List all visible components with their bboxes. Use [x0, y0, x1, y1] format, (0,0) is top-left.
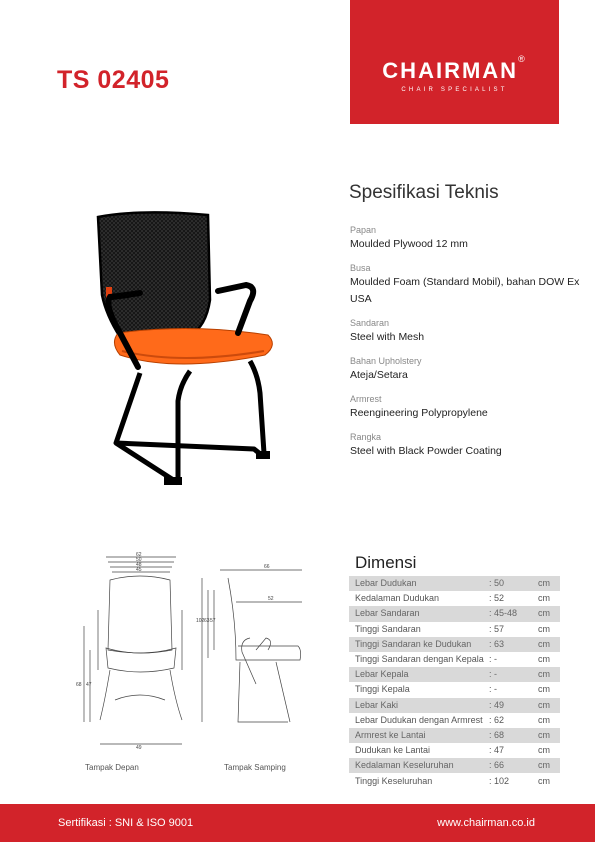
spec-label: Rangka	[350, 432, 382, 442]
chair-product-image	[80, 205, 295, 495]
spec-value: Steel with Black Powder Coating	[350, 445, 502, 457]
certification-text: Sertifikasi : SNI & ISO 9001	[58, 817, 194, 829]
model-title: TS 02405	[57, 66, 170, 94]
table-row: Lebar Kaki : 49 cm	[349, 698, 560, 713]
table-row: Kedalaman Dudukan : 52 cm	[349, 591, 560, 606]
table-row: Dudukan ke Lantai : 47 cm	[349, 743, 560, 758]
table-row: Tinggi Kepala : - cm	[349, 682, 560, 697]
brand-tagline: CHAIR SPECIALIST	[401, 87, 508, 93]
table-row: Tinggi Sandaran dengan Kepala : - cm	[349, 652, 560, 667]
front-dim-label: 47	[86, 682, 92, 688]
front-view-caption: Tampak Depan	[85, 763, 139, 772]
spec-label: Bahan Upholstery	[350, 356, 422, 366]
table-row: Lebar Dudukan : 50 cm	[349, 576, 560, 591]
website-link[interactable]: www.chairman.co.id	[437, 817, 535, 829]
spec-title: Spesifikasi Teknis	[349, 182, 499, 203]
spec-value: Moulded Plywood 12 mm	[350, 238, 468, 250]
table-row: Tinggi Keseluruhan : 102 cm	[349, 773, 560, 788]
front-dim-label: 49	[136, 745, 142, 751]
brand-logo	[350, 0, 559, 124]
side-view-drawing	[196, 564, 302, 722]
spec-item-busa	[350, 262, 580, 308]
table-row: Lebar Kepala : - cm	[349, 667, 560, 682]
side-dim-label: 57	[210, 618, 216, 624]
brand-name: CHAIRMAN®	[382, 54, 527, 83]
front-dim-label: 62	[136, 552, 142, 558]
spec-value: Moulded Foam (Standard Mobil), bahan DOW Ex USA	[350, 276, 580, 305]
front-dim-label: 50	[136, 557, 142, 563]
table-row: Tinggi Sandaran : 57 cm	[349, 622, 560, 637]
table-row: Lebar Dudukan dengan Armrest : 62 cm	[349, 713, 560, 728]
side-dim-label: 63	[204, 618, 210, 624]
side-dim-label: 102	[196, 618, 205, 624]
table-row: Armrest ke Lantai : 68 cm	[349, 728, 560, 743]
front-dim-label: 45	[136, 567, 142, 573]
technical-drawings	[70, 550, 310, 760]
spec-label: Papan	[350, 225, 377, 235]
spec-item-sandaran	[350, 317, 580, 346]
spec-item-upholstery	[350, 355, 580, 384]
front-view-drawing	[76, 552, 182, 751]
footer-bar	[0, 804, 595, 842]
spec-label: Sandaran	[350, 318, 390, 328]
table-row: Tinggi Sandaran ke Dudukan : 63 cm	[349, 637, 560, 652]
table-row: Lebar Sandaran : 45-48 cm	[349, 606, 560, 621]
spec-value: Steel with Mesh	[350, 331, 425, 343]
front-dim-label: 48	[136, 562, 142, 568]
spec-label: Busa	[350, 263, 371, 273]
spec-value: Reengineering Polypropylene	[350, 407, 488, 419]
side-view-caption: Tampak Samping	[224, 763, 286, 772]
table-row: Kedalaman Keseluruhan : 66 cm	[349, 758, 560, 773]
spec-item-armrest	[350, 393, 580, 422]
side-dim-label: 66	[264, 564, 270, 570]
spec-item-papan	[350, 224, 580, 253]
spec-item-rangka	[350, 431, 580, 460]
spec-label: Armrest	[350, 394, 382, 404]
spec-value: Ateja/Setara	[350, 369, 408, 381]
side-dim-label: 52	[268, 596, 274, 602]
dimensi-table	[349, 576, 560, 789]
spec-list	[350, 224, 580, 469]
front-dim-label: 68	[76, 682, 82, 688]
dimensi-title: Dimensi	[355, 553, 417, 572]
